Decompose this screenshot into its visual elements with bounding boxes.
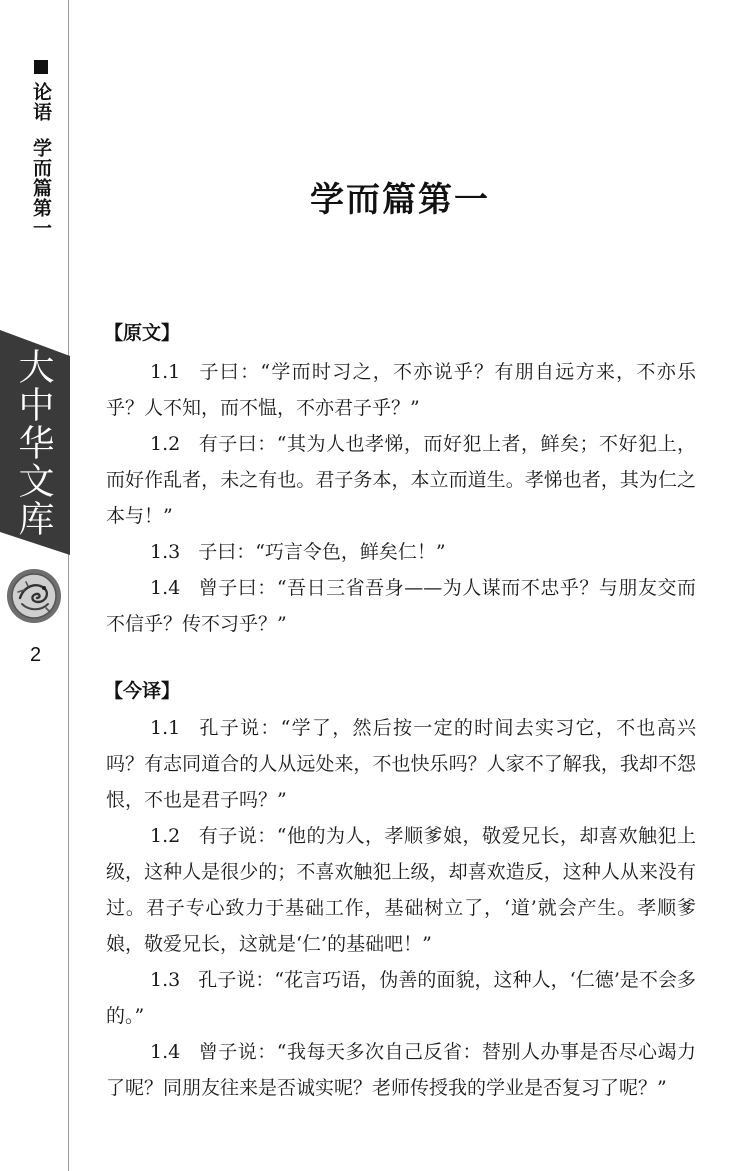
original-paragraph	[106, 570, 696, 642]
translation-paragraph	[106, 710, 696, 818]
paragraph-number: 1.4	[150, 1041, 181, 1063]
paragraph-text: 有子说：“他的为人，孝顺爹娘，敬爱兄长，却喜欢触犯上级，这种人是很少的；不喜欢触犯上级，却喜欢造反，这种人从来没有过。君子专心致力于基础工作，基础树立了，‘道’就会产生。孝顺爹娘，敬爱兄长，这就是‘仁’的基础吧！”	[106, 825, 696, 955]
chapter-title: 学而篇第一	[310, 180, 490, 220]
paragraph-number: 1.1	[150, 717, 181, 739]
paragraph-number: 1.3	[150, 541, 181, 563]
translation-text-block	[106, 710, 696, 1106]
paragraph-text: 孔子说：“学了，然后按一定的时间去实习它，不也高兴吗？有志同道合的人从远处来，不也快乐吗？人家不了解我，我却不怨恨，不也是君子吗？”	[106, 717, 696, 811]
original-paragraph	[106, 354, 696, 426]
running-head-book: 论语	[30, 82, 52, 122]
paragraph-number: 1.2	[150, 433, 181, 455]
series-title: 大中华文库	[13, 348, 54, 538]
page-edge-line	[68, 0, 69, 1171]
paragraph-number: 1.4	[150, 577, 181, 599]
running-head-chapter: 学而篇第一	[30, 138, 52, 238]
paragraph-text: 有子曰：“其为人也孝悌，而好犯上者，鲜矣；不好犯上，而好作乱者，未之有也。君子务本，本立而道生。孝悌也者，其为仁之本与！”	[106, 433, 696, 527]
series-band	[0, 330, 70, 555]
translation-paragraph	[106, 818, 696, 962]
original-heading: 【原文】	[104, 322, 181, 344]
paragraph-number: 1.2	[150, 825, 181, 847]
paragraph-text: 子曰：“巧言令色，鲜矣仁！”	[198, 541, 446, 563]
paragraph-text: 孔子说：“花言巧语，伪善的面貌，这种人，‘仁德’是不会多的。”	[106, 969, 696, 1027]
translation-paragraph	[106, 1034, 696, 1106]
paragraph-text: 曾子说：“我每天多次自己反省：替别人办事是否尽心竭力了呢？同朋友往来是否诚实呢？老师传授我的学业是否复习了呢？”	[106, 1041, 696, 1099]
original-paragraph	[106, 534, 696, 570]
running-head-square-icon	[34, 60, 48, 74]
page-number: 2	[30, 644, 42, 666]
original-paragraph	[106, 426, 696, 534]
translation-paragraph	[106, 962, 696, 1034]
paragraph-text: 子曰：“学而时习之，不亦说乎？有朋自远方来，不亦乐乎？人不知，而不愠，不亦君子乎？”	[106, 361, 696, 419]
dragon-seal-icon	[6, 568, 62, 624]
running-head	[30, 60, 62, 238]
original-text-block	[106, 354, 696, 642]
paragraph-text: 曾子曰：“吾日三省吾身——为人谋而不忠乎？与朋友交而不信乎？传不习乎？”	[106, 577, 696, 635]
paragraph-number: 1.3	[150, 969, 181, 991]
paragraph-number: 1.1	[150, 361, 181, 383]
translation-heading: 【今译】	[104, 680, 181, 702]
